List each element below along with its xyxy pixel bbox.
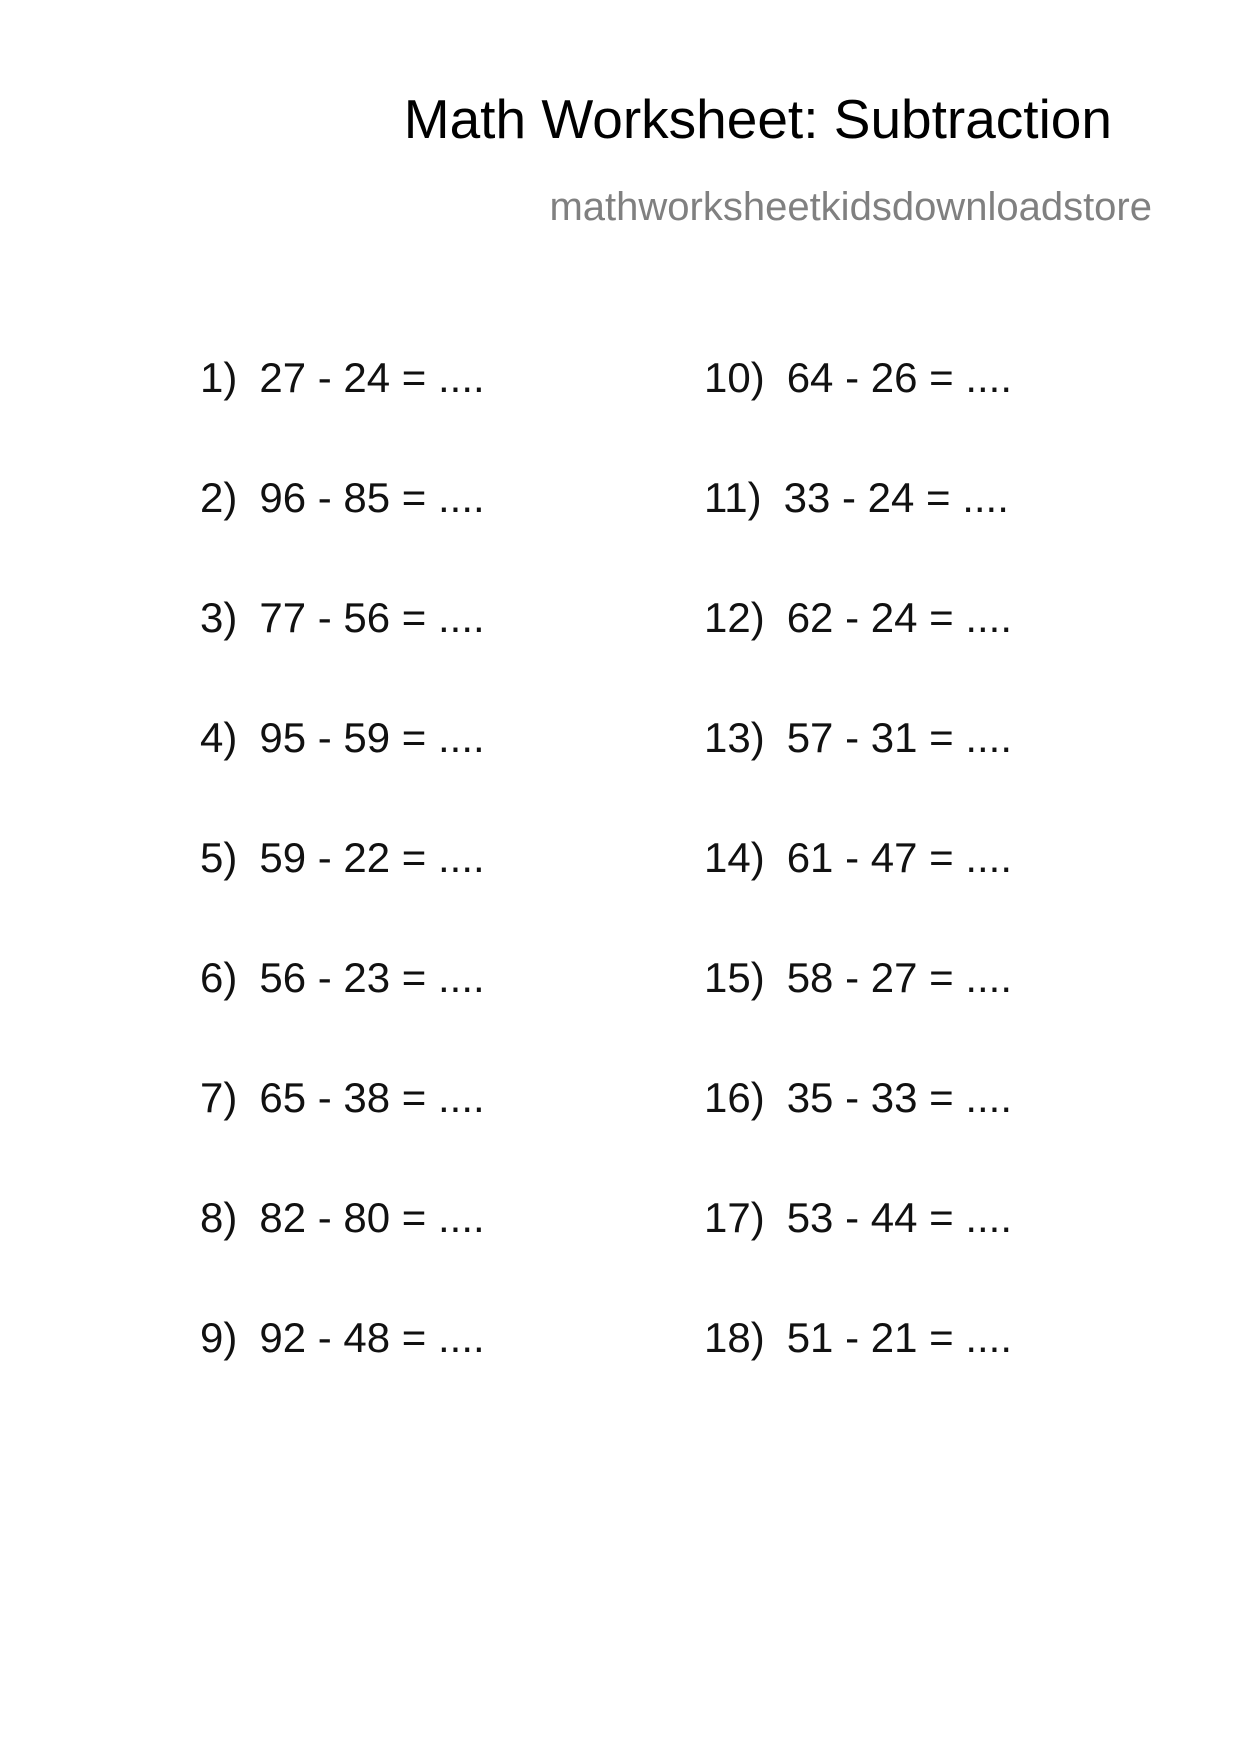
- problem-expression: 92 - 48 = ....: [259, 1314, 485, 1361]
- problem-number: 13): [704, 714, 765, 761]
- problem-expression: 27 - 24 = ....: [259, 354, 485, 401]
- problem-number: 2): [200, 474, 238, 521]
- problem-number: 3): [200, 594, 238, 641]
- page-title: Math Worksheet: Subtraction: [403, 88, 1112, 150]
- problem-number: 16): [704, 1074, 765, 1121]
- page-subtitle: mathworksheetkidsdownloadstore: [549, 185, 1152, 229]
- problem-expression: 65 - 38 = ....: [259, 1074, 485, 1121]
- problem-item: [200, 1314, 485, 1362]
- problem-item: [200, 954, 485, 1002]
- problem-item: [704, 594, 1012, 642]
- problem-expression: 56 - 23 = ....: [259, 954, 485, 1001]
- problem-expression: 95 - 59 = ....: [259, 714, 485, 761]
- problem-item: [200, 834, 485, 882]
- problem-expression: 33 - 24 = ....: [783, 474, 1009, 521]
- problem-item: [704, 474, 1009, 522]
- problem-number: 12): [704, 594, 765, 641]
- problem-item: [200, 1074, 485, 1122]
- problem-item: [200, 714, 485, 762]
- problem-item: [704, 954, 1012, 1002]
- problem-number: 9): [200, 1314, 238, 1361]
- problem-item: [200, 354, 485, 402]
- problem-item: [200, 474, 485, 522]
- problem-expression: 57 - 31 = ....: [786, 714, 1013, 761]
- problem-number: 6): [200, 954, 238, 1001]
- problem-expression: 82 - 80 = ....: [259, 1194, 485, 1241]
- problem-item: [704, 834, 1012, 882]
- problem-item: [704, 1314, 1012, 1362]
- problem-expression: 53 - 44 = ....: [786, 1194, 1013, 1241]
- problem-number: 1): [200, 354, 238, 401]
- problem-number: 4): [200, 714, 238, 761]
- problem-expression: 59 - 22 = ....: [259, 834, 485, 881]
- problem-expression: 77 - 56 = ....: [259, 594, 485, 641]
- problem-item: [704, 714, 1012, 762]
- problem-number: 10): [704, 354, 765, 401]
- problem-item: [704, 1074, 1012, 1122]
- problem-expression: 61 - 47 = ....: [786, 834, 1013, 881]
- problem-expression: 64 - 26 = ....: [786, 354, 1013, 401]
- problem-item: [704, 354, 1012, 402]
- problem-number: 18): [704, 1314, 765, 1361]
- problem-item: [200, 1194, 485, 1242]
- problem-expression: 51 - 21 = ....: [786, 1314, 1013, 1361]
- problem-item: [200, 594, 485, 642]
- problem-number: 7): [200, 1074, 238, 1121]
- problem-number: 14): [704, 834, 765, 881]
- problem-expression: 58 - 27 = ....: [786, 954, 1013, 1001]
- problem-number: 5): [200, 834, 238, 881]
- problem-expression: 96 - 85 = ....: [259, 474, 485, 521]
- problem-number: 15): [704, 954, 765, 1001]
- problem-number: 8): [200, 1194, 238, 1241]
- problem-expression: 35 - 33 = ....: [786, 1074, 1013, 1121]
- problem-number: 11): [704, 474, 762, 521]
- problem-number: 17): [704, 1194, 765, 1241]
- problem-item: [704, 1194, 1012, 1242]
- problem-expression: 62 - 24 = ....: [786, 594, 1013, 641]
